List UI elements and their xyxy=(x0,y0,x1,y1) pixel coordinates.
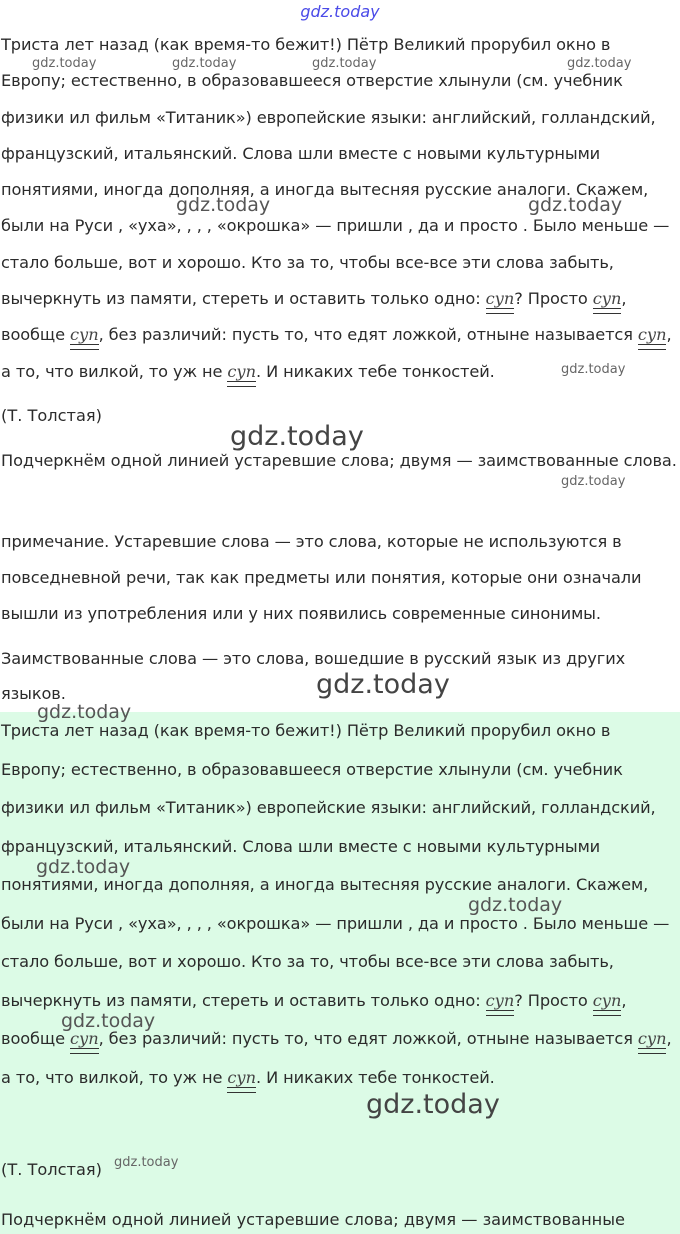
underlined-word: суп xyxy=(227,361,257,381)
watermark: gdz.today xyxy=(468,894,563,916)
note-block xyxy=(0,524,680,632)
answer-author-line: (Т. Толстая) xyxy=(1,1160,102,1179)
watermark: gdz.today xyxy=(172,56,237,71)
watermark: gdz.today xyxy=(37,701,132,723)
loan-definition-text: Заимствованные слова — это слова, вошедшие в русский язык из других языков. xyxy=(1,649,626,703)
watermark: gdz.today xyxy=(32,56,97,71)
underlined-word: суп xyxy=(69,1029,99,1048)
watermark: gdz.today xyxy=(366,1089,500,1120)
underlined-word: суп xyxy=(637,325,667,345)
watermark: gdz.today xyxy=(36,856,131,878)
task-text: Подчеркнём одной линией устаревшие слова; двумя — заимствованные слова. xyxy=(1,451,677,470)
underlined-word: суп xyxy=(592,289,622,309)
watermark: gdz.today xyxy=(312,56,377,71)
question-text: Триста лет назад (как время-то бежит!) Пётр Великий прорубил окно в Европу; естественно, в образовавшееся отверстие хлынули (см. учебник физики ил фильм «Титаник») европейские языки: английский, голландский, французский, итальянский. Слова шли вместе с новыми культурными понятиями, иногда дополняя, а иногда вытесняя русские аналоги. Скажем, были на Руси , «уха», , , , «окрошка» — пришли , да и просто . Было меньше — стало больше, вот и хорошо. Кто за то, чтобы все-все эти слова забыть, вычеркнуть из памяти, стереть и оставить только одно: суп? Просто суп, вообще суп, без различий: пусть то, что едят ложкой, отныне называется суп, а то, что вилкой, то уж не суп. И никаких тебе тонкостей. xyxy=(1,35,672,381)
answer-text: Триста лет назад (как время-то бежит!) Пётр Великий прорубил окно в Европу; естественно, в образовавшееся отверстие хлынули (см. учебник физики ил фильм «Титаник») европейские языки: английский, голландский, французский, итальянский. Слова шли вместе с новыми культурными понятиями, иногда дополняя, а иногда вытесняя русские аналоги. Скажем, были на Руси , «уха», , , , «окрошка» — пришли , да и просто . Было меньше — стало больше, вот и хорошо. Кто за то, чтобы все-все эти слова забыть, вычеркнуть из памяти, стереть и оставить только одно: суп? Просто суп, вообще суп, без различий: пусть то, что едят ложкой, отныне называется суп, а то, что вилкой, то уж не суп. И никаких тебе тонкостей. xyxy=(1,721,672,1087)
underlined-word: суп xyxy=(485,289,515,309)
answer-task-line: Подчеркнём одной линией устаревшие слова; двумя — заимствованные xyxy=(1,1210,625,1229)
answer-paragraph xyxy=(0,712,680,1097)
site-logo[interactable]: gdz.today xyxy=(300,2,380,21)
watermark: gdz.today xyxy=(528,194,623,216)
underlined-word: суп xyxy=(227,1067,257,1087)
watermark: gdz.today xyxy=(61,1010,156,1032)
underlined-word: суп xyxy=(637,1029,667,1048)
watermark: gdz.today xyxy=(316,669,450,700)
underlined-word: суп xyxy=(485,990,515,1010)
watermark: gdz.today xyxy=(230,421,364,452)
watermark: gdz.today xyxy=(561,362,626,377)
underlined-word: суп xyxy=(69,325,99,345)
watermark: gdz.today xyxy=(561,474,626,489)
underlined-word: суп xyxy=(592,990,622,1010)
watermark: gdz.today xyxy=(567,56,632,71)
watermark: gdz.today xyxy=(114,1155,179,1170)
author-line: (Т. Толстая) xyxy=(1,406,102,425)
note-text: примечание. Устаревшие слова — это слова, которые не используются в повседневной речи, так как предметы или понятия, которые они означали вышли из употребления или у них появились современные синонимы. xyxy=(1,532,642,623)
watermark: gdz.today xyxy=(176,194,271,216)
